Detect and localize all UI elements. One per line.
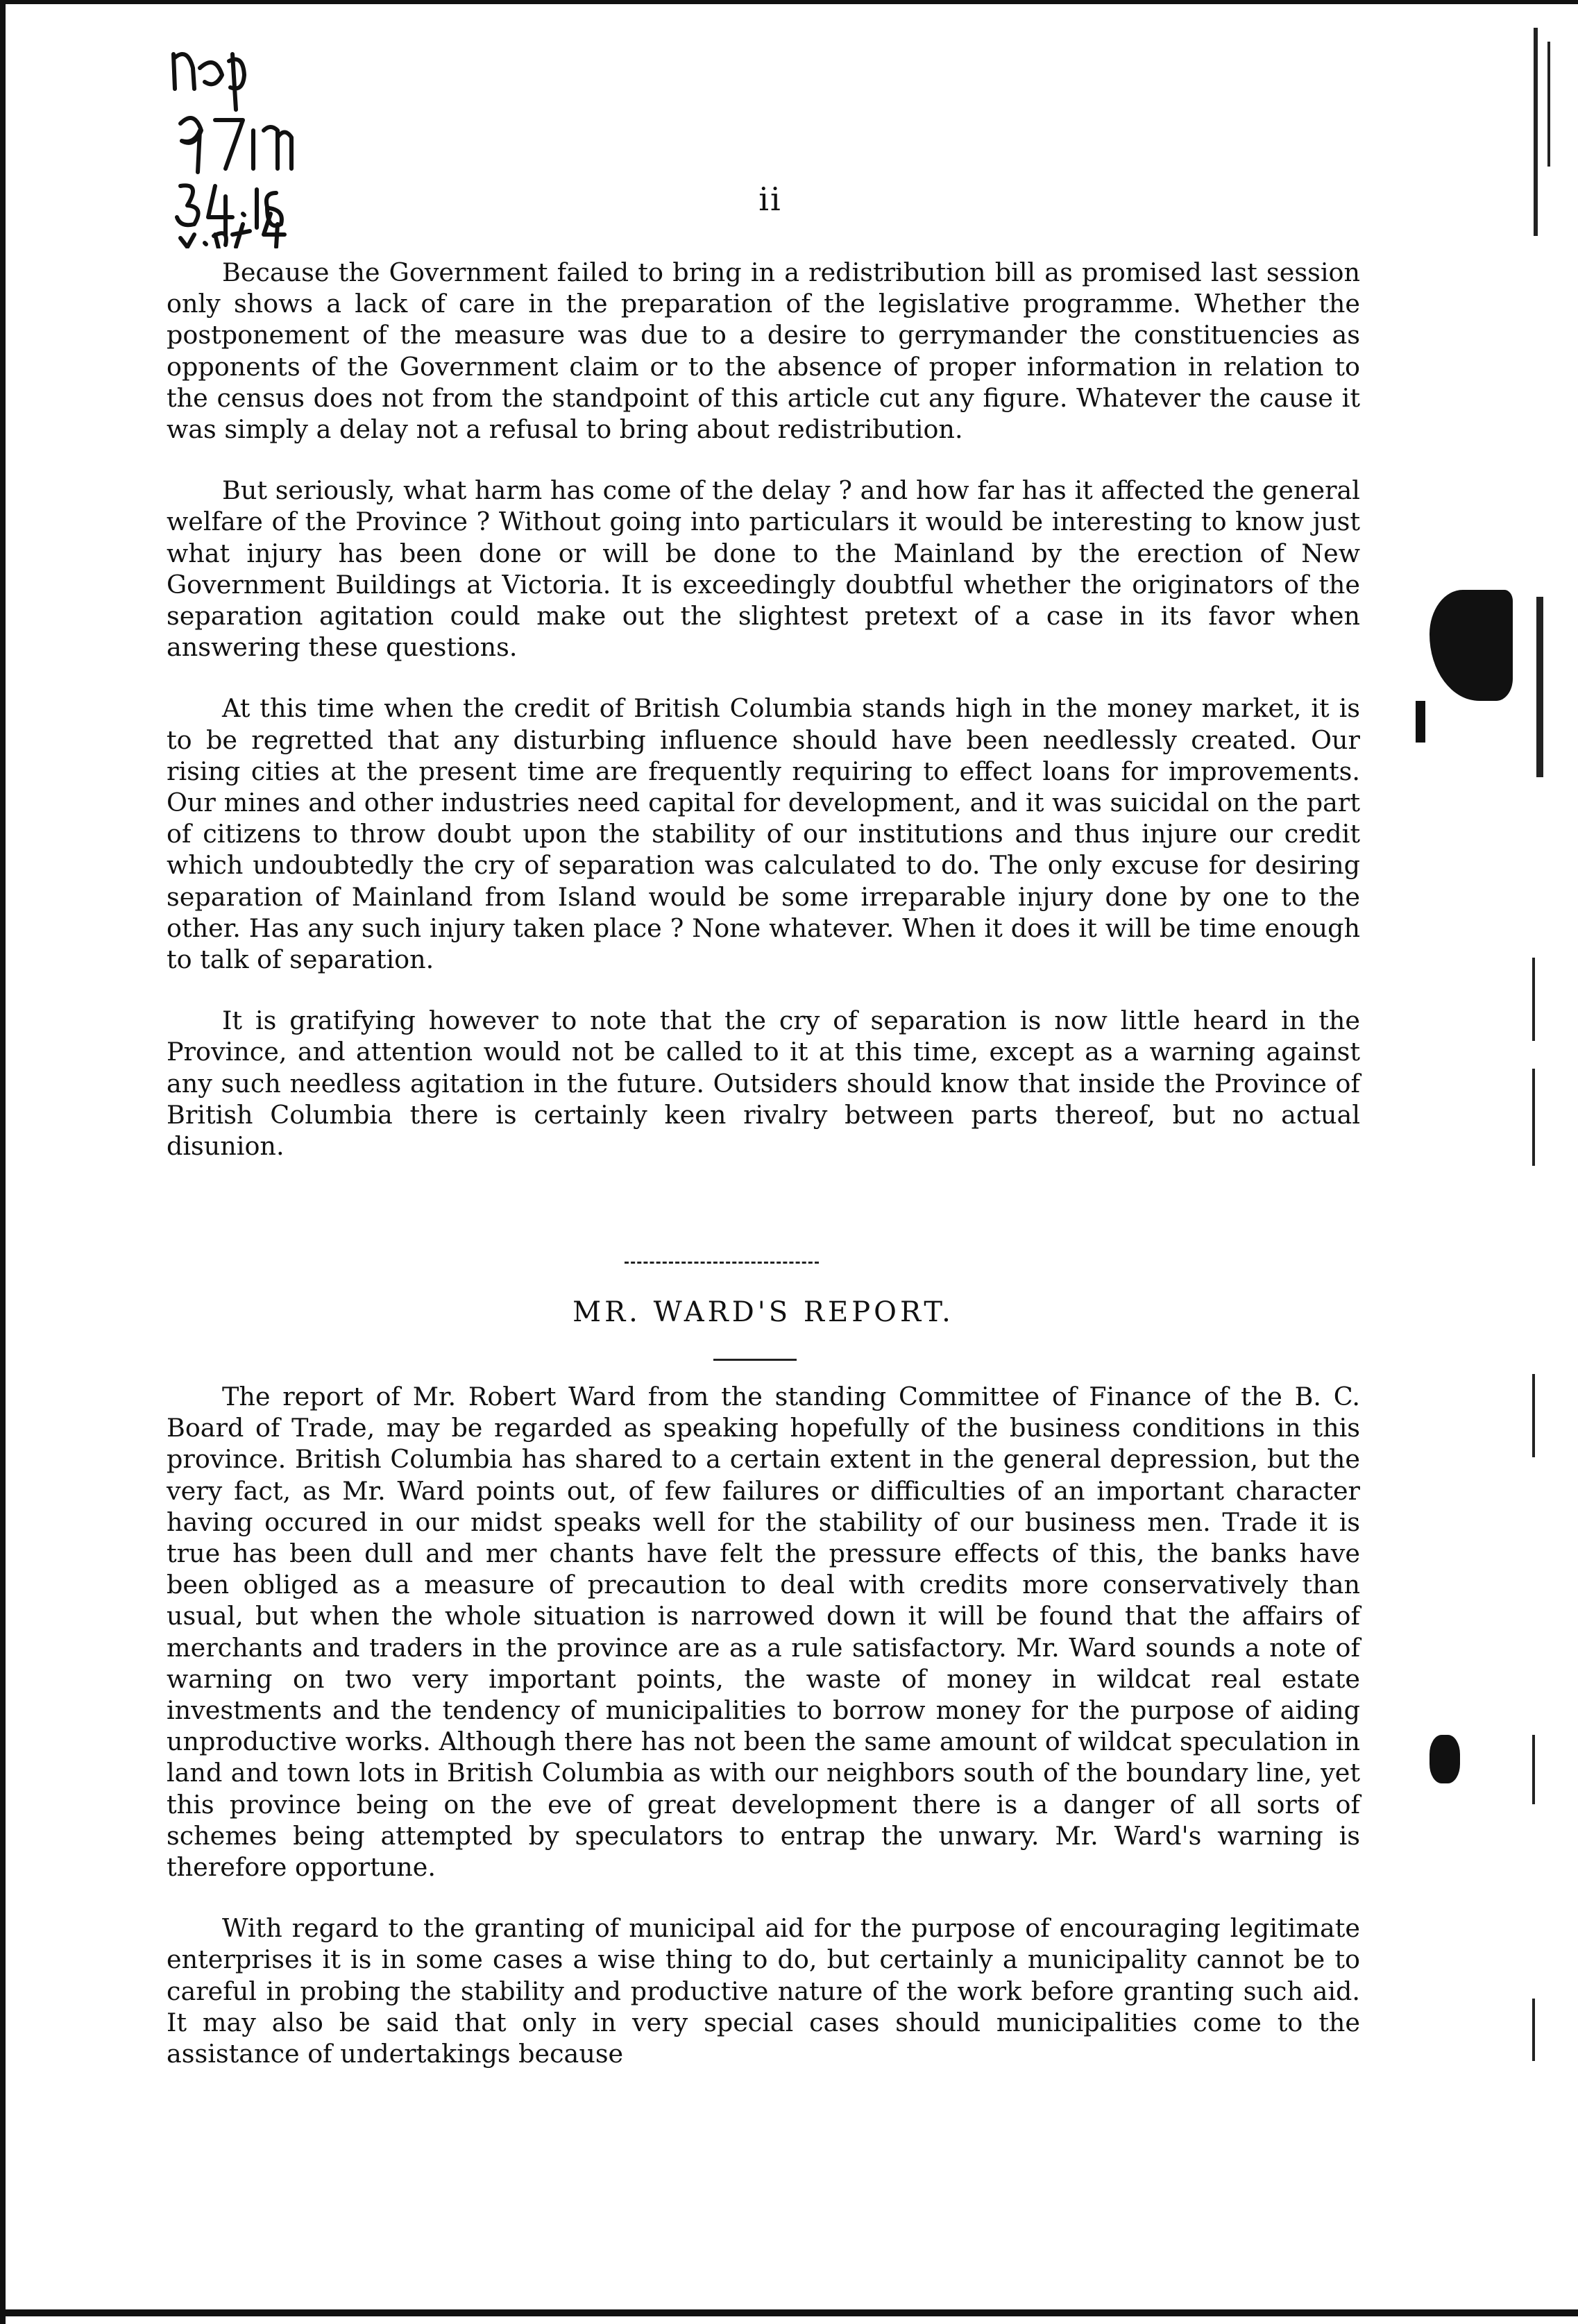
paragraph-municipal-aid: With regard to the granting of municipal aid for the purpose of encouraging legitimate enterprises it is in some cases a wise thing to do, but certainly a municipality cannot be to careful in probing the stability and productive nature of the work before granting such aid. It may also be said that only in very special cases should municipalities come to the assistance of undertakings because <box>167 1913 1360 2069</box>
page-left-edge <box>0 0 6 2324</box>
ink-blot <box>1429 590 1513 701</box>
heading-rule <box>713 1359 797 1361</box>
article-top <box>167 257 1360 1191</box>
scan-right-edge <box>1520 0 1578 2324</box>
section-divider <box>625 1262 819 1266</box>
page-top-edge <box>0 0 1578 4</box>
paragraph-redistribution: Because the Government failed to bring in a redistribution bill as promised last session only shows a lack of care in the preparation of the legislative programme. Whether the postponement of the measure was due to a desire to gerrymander the constituencies as opponents of the Government claim or to the absence of proper information in relation to the census does not from the standpoint of this article cut any figure. Whatever the cause it was simply a delay not a refusal to bring about redistribution. <box>167 257 1360 445</box>
page-bottom-edge <box>0 2309 1578 2316</box>
handwritten-call-number <box>167 26 375 248</box>
ink-blot <box>1416 701 1425 743</box>
page-number: ii <box>758 180 782 218</box>
section-heading: MR. WARD'S REPORT. <box>572 1296 954 1328</box>
article-bottom <box>167 1381 1360 2099</box>
paragraph-credit: At this time when the credit of British Columbia stands high in the money market, it is to be regretted that any disturbing influence should have been needlessly created. Our rising cities at the present time are frequently requiring to effect loans for improvements. Our mines and other industries need capital for development, and it was suicidal on the part of citizens to throw doubt upon the stability of our institutions and thus injure our credit which undoubtedly the cry of separation was calculated to do. The only excuse for desiring separation of Mainland from Island would be some irreparable injury done by one to the other. Has any such injury taken place ? None whatever. When it does it will be time enough to talk of separation. <box>167 693 1360 975</box>
paragraph-separation: It is gratifying however to note that the cry of separation is now little heard in the Province, and attention would not be called to it at this time, except as a warning against any such needless agitation in the future. Outsiders should know that inside the Province of British Columbia there is certainly keen rivalry between parts thereof, but no actual disunion. <box>167 1006 1360 1162</box>
paragraph-ward-report: The report of Mr. Robert Ward from the standing Committee of Finance of the B. C. Board of Trade, may be regarded as speaking hopefully of the business conditions in this province. British Columbia has shared to a certain extent in the general depression, but the very fact, as Mr. Ward points out, of few failures or difficulties of an important character having occured in our midst speaks well for the stability of our business men. Trade it is true has been dull and mer chants have felt the pressure effects of this, the banks have been obliged as a measure of precaution to deal with credits more conservatively than usual, but when the whole situation is narrowed down it will be found that the affairs of merchants and traders in the province are as a rule satisfactory. Mr. Ward sounds a note of warning on two very important points, the waste of money in wildcat real estate investments and the tendency of municipalities to borrow money for the purpose of aiding unproductive works. Although there has not been the same amount of wildcat speculation in land and town lots in British Columbia as with our neighbors south of the boundary line, yet this province being on the eve of great development there is a danger of all sorts of schemes being attempted by speculators to entrap the unwary. Mr. Ward's warning is therefore opportune. <box>167 1382 1360 1883</box>
paragraph-harm-of-delay: But seriously, what harm has come of the delay ? and how far has it affected the general welfare of the Province ? Without going into particulars it would be interesting to know just what injury has been done or will be done to the Mainland by the erection of New Government Buildings at Victoria. It is exceedingly doubtful whether the originators of the separation agitation could make out the slightest pretext of a case in its favor when answering these questions. <box>167 475 1360 663</box>
ink-blot <box>1429 1735 1460 1783</box>
